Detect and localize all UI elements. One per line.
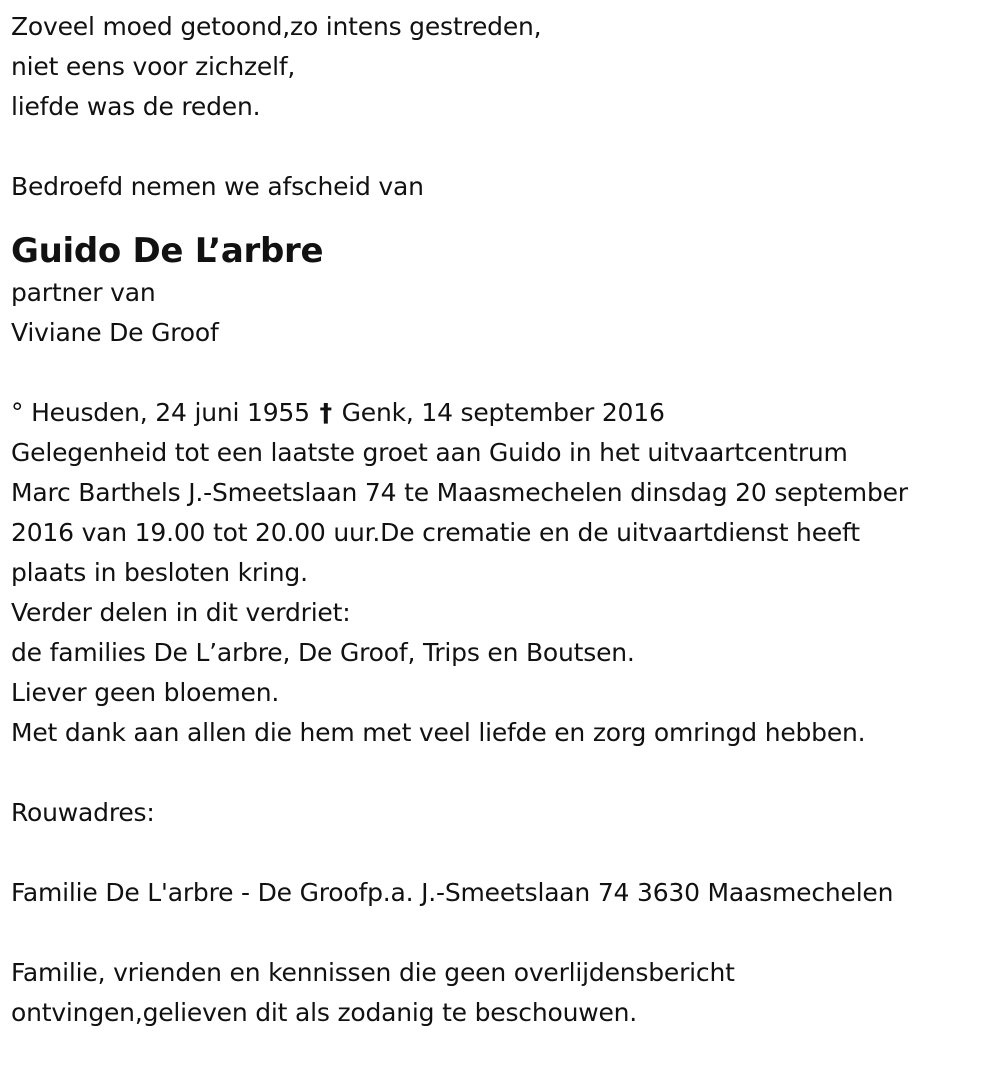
detail-line-4: plaats in besloten kring. bbox=[11, 558, 308, 587]
partner-name: Viviane De Groof bbox=[11, 318, 219, 347]
detail-line-2: Marc Barthels J.-Smeetslaan 74 te Maasmechelen dinsdag 20 september bbox=[11, 478, 908, 507]
birth-date: Heusden, 24 juni 1955 bbox=[31, 398, 310, 427]
deceased-name: Guido De L’arbre bbox=[11, 231, 324, 271]
cross-icon: † bbox=[319, 398, 332, 427]
death-date: Genk, 14 september 2016 bbox=[341, 398, 665, 427]
detail-line-5: Verder delen in dit verdriet: bbox=[11, 598, 351, 627]
detail-line-1: Gelegenheid tot een laatste groet aan Guido in het uitvaartcentrum bbox=[11, 438, 848, 467]
poem-line-3: liefde was de reden. bbox=[11, 92, 261, 121]
address-label: Rouwadres: bbox=[11, 798, 155, 827]
detail-line-3: 2016 van 19.00 tot 20.00 uur.De crematie en de uitvaartdienst heeft bbox=[11, 518, 860, 547]
detail-line-8: Met dank aan allen die hem met veel liefde en zorg omringd hebben. bbox=[11, 718, 866, 747]
spacer bbox=[11, 833, 991, 873]
life-dates bbox=[11, 393, 991, 433]
birth-marker: ° bbox=[11, 398, 24, 427]
poem-line-2: niet eens voor zichzelf, bbox=[11, 52, 296, 81]
spacer bbox=[11, 753, 991, 793]
spacer bbox=[11, 127, 991, 167]
poem-line-1: Zoveel moed getoond,zo intens gestreden, bbox=[11, 12, 542, 41]
spacer bbox=[11, 353, 991, 393]
spacer bbox=[11, 913, 991, 953]
obituary-notice bbox=[11, 7, 991, 1033]
closing-line-1: Familie, vrienden en kennissen die geen overlijdensbericht bbox=[11, 958, 735, 987]
intro-text: Bedroefd nemen we afscheid van bbox=[11, 172, 424, 201]
detail-line-6: de families De L’arbre, De Groof, Trips en Boutsen. bbox=[11, 638, 635, 667]
closing-line-2: ontvingen,gelieven dit als zodanig te beschouwen. bbox=[11, 998, 638, 1027]
detail-line-7: Liever geen bloemen. bbox=[11, 678, 280, 707]
address-text: Familie De L'arbre - De Groofp.a. J.-Smeetslaan 74 3630 Maasmechelen bbox=[11, 878, 894, 907]
relation-label: partner van bbox=[11, 278, 156, 307]
